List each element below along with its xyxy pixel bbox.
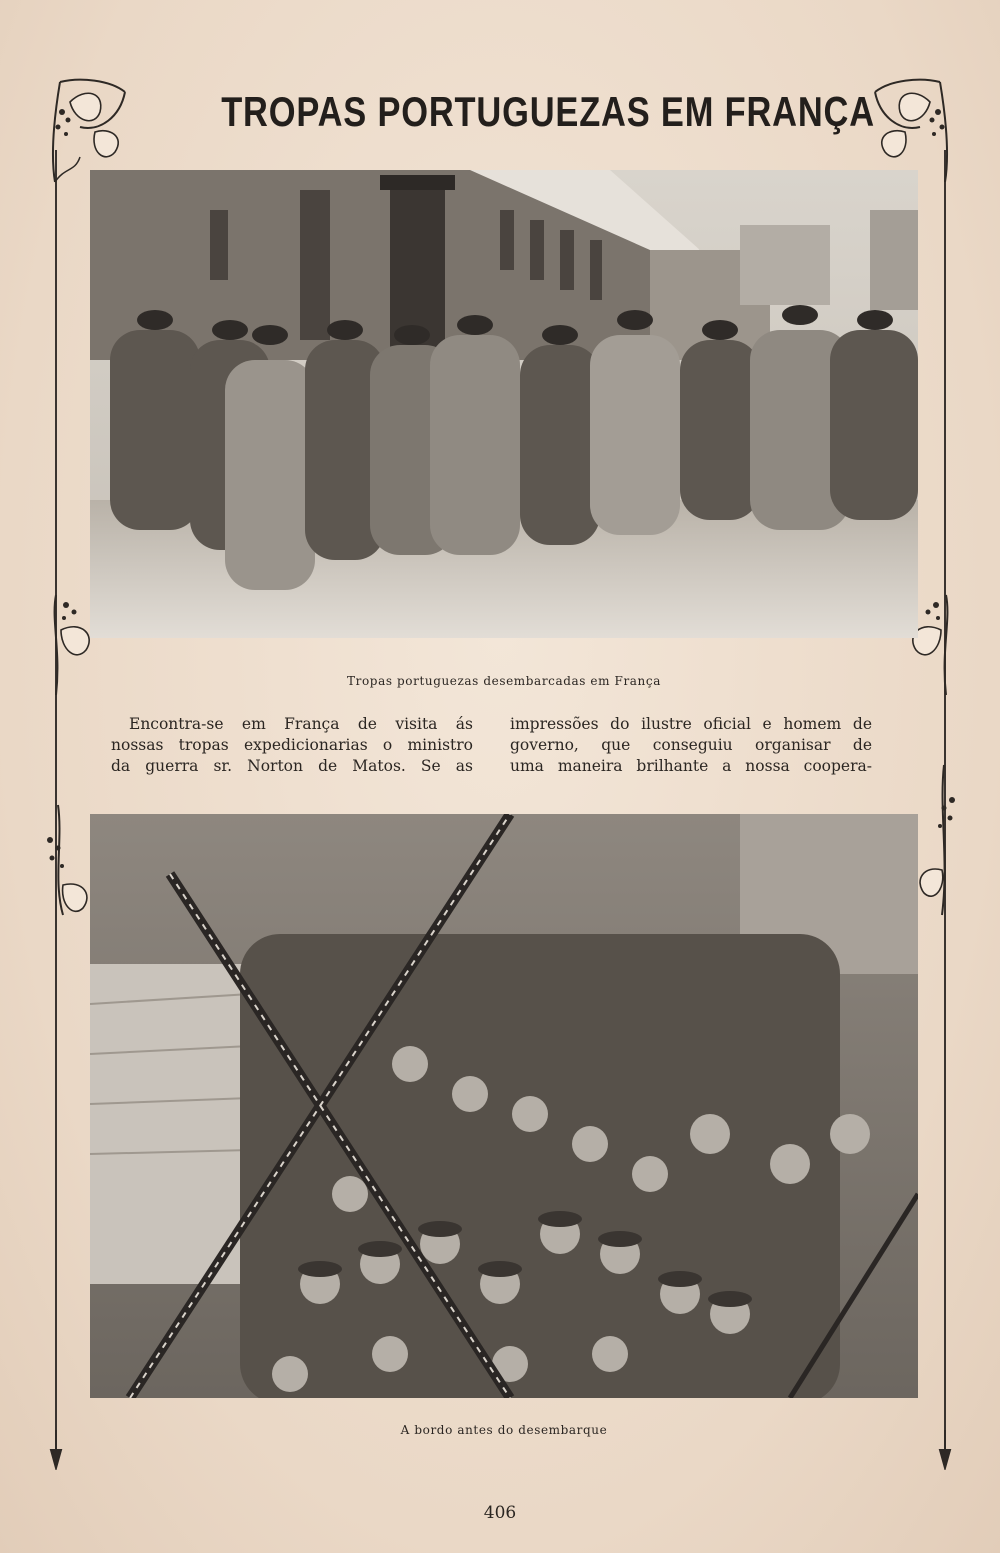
- article-line: Encontra-se em França de visita ás: [129, 715, 473, 733]
- photo-troops-disembarked: [90, 170, 918, 638]
- article-column-1: [111, 714, 473, 777]
- troops-on-quay-photograph: [90, 170, 918, 638]
- photo-1-caption: Tropas portuguezas desembarcadas em França: [347, 674, 661, 688]
- page-number: 406: [483, 1503, 517, 1523]
- photo-on-board: [90, 814, 918, 1398]
- article-line: nossas tropas expedicionarias o ministro: [111, 736, 473, 754]
- right-bottom-finial: [937, 1430, 953, 1470]
- left-bottom-finial: [48, 1430, 64, 1470]
- photo-2-caption: A bordo antes do desembarque: [400, 1423, 608, 1437]
- article-line: uma maneira brilhante a nossa coopera-: [510, 757, 872, 775]
- article-column-2: [510, 714, 872, 777]
- article-line: governo, que conseguiu organisar de: [510, 736, 872, 754]
- article-line: impressões do ilustre oficial e homem de: [510, 715, 872, 733]
- article-line: da guerra sr. Norton de Matos. Se as: [111, 757, 473, 775]
- troops-on-ship-deck-photograph: [90, 814, 918, 1398]
- page-title: TROPAS PORTUGUEZAS EM FRANÇA: [221, 88, 875, 135]
